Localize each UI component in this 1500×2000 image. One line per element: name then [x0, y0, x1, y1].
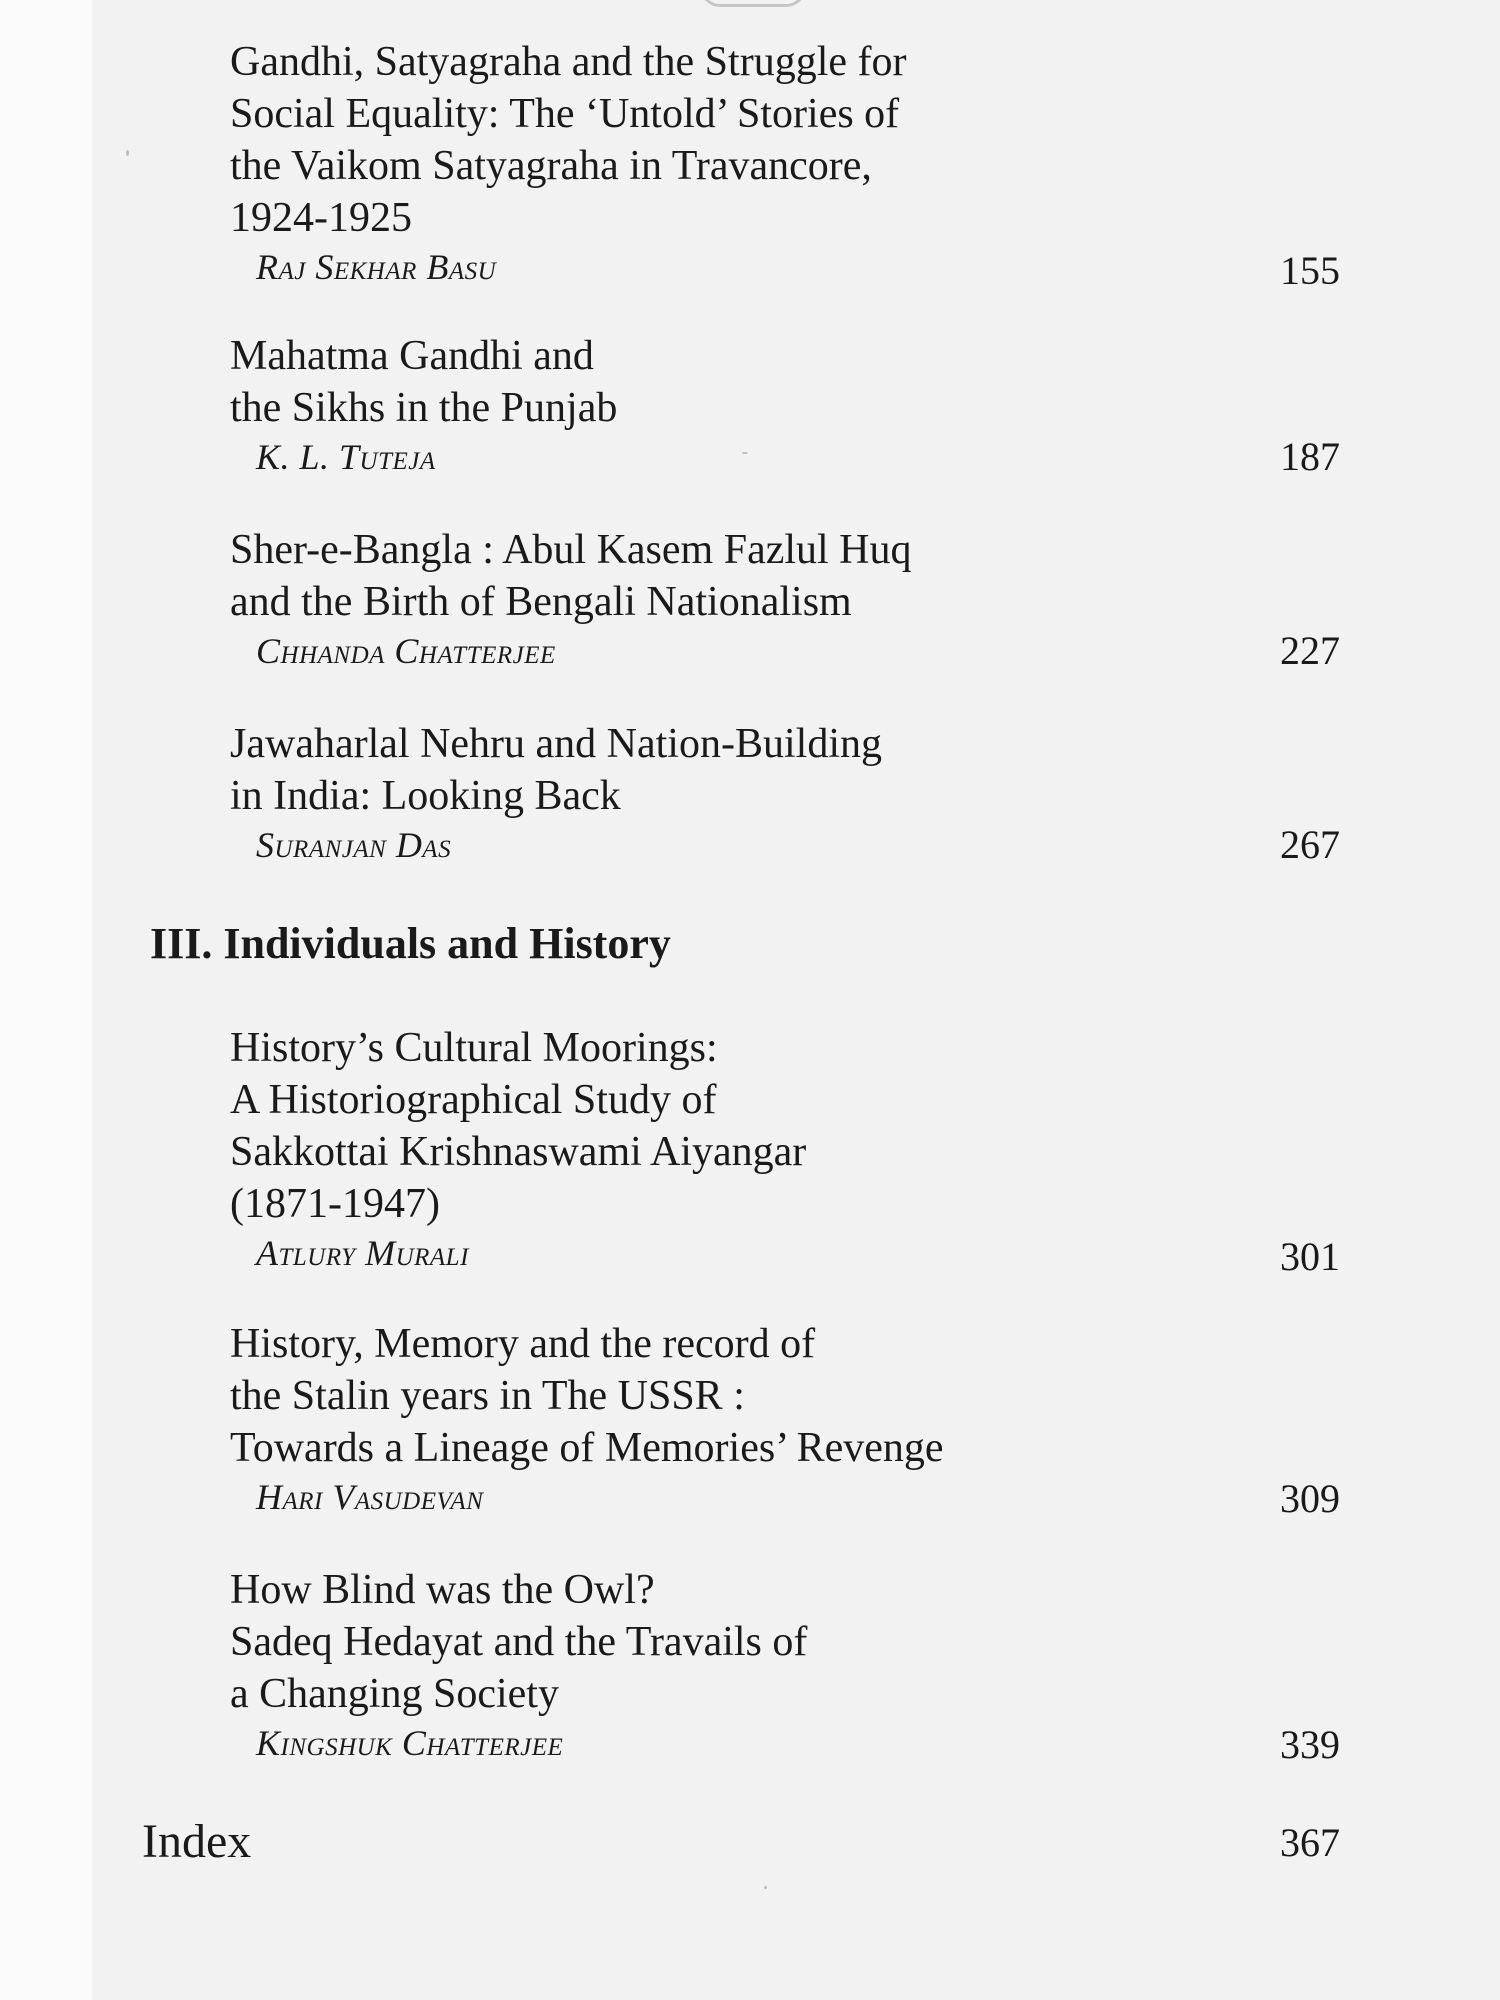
scan-speck: [742, 452, 748, 454]
entry-title-line: 1924-1925: [230, 195, 412, 241]
entry-author: Suranjan Das: [256, 825, 452, 865]
entry-author: Chhanda Chatterjee: [256, 631, 556, 671]
entry-title-line: Sher-e-Bangla : Abul Kasem Fazlul Huq: [230, 527, 912, 573]
entry-page-number: 187: [1280, 434, 1340, 479]
entry-title-line: the Sikhs in the Punjab: [230, 385, 618, 431]
toc-entry-index: [142, 1812, 1340, 1872]
entry-title-line: History’s Cultural Moorings:: [230, 1025, 718, 1071]
index-label: Index: [142, 1815, 252, 1868]
entry-title-line: Sadeq Hedayat and the Travails of: [230, 1619, 808, 1665]
toc-entry-stalin-years: [230, 1318, 1340, 1522]
entry-title-line: Towards a Lineage of Memories’ Revenge: [230, 1425, 944, 1471]
section-heading: III. Individuals and History: [150, 919, 671, 968]
entry-title-line: the Stalin years in The USSR :: [230, 1373, 745, 1419]
entry-page-number: 227: [1280, 628, 1340, 673]
scan-speck: [764, 1886, 767, 1889]
entry-title-line: Gandhi, Satyagraha and the Struggle for: [230, 39, 907, 85]
entry-title-line: Social Equality: The ‘Untold’ Stories of: [230, 91, 900, 137]
entry-author: Kingshuk Chatterjee: [256, 1723, 564, 1763]
toc-entry-sikhs: [230, 330, 1340, 480]
scan-speck: [126, 150, 129, 156]
entry-title-line: and the Birth of Bengali Nationalism: [230, 579, 852, 625]
toc-entry-aiyangar: [230, 1022, 1340, 1280]
entry-title-line: History, Memory and the record of: [230, 1321, 816, 1367]
entry-page-number: 155: [1280, 248, 1340, 293]
entry-title-line: in India: Looking Back: [230, 773, 621, 819]
entry-page-number: 339: [1280, 1722, 1340, 1767]
entry-author: K. L. Tuteja: [256, 437, 436, 477]
entry-page-number: 301: [1280, 1234, 1340, 1279]
entry-title-line: (1871-1947): [230, 1181, 440, 1227]
toc-entry-nehru: [230, 718, 1340, 868]
index-page-number: 367: [1280, 1820, 1340, 1865]
entry-title-line: A Historiographical Study of: [230, 1077, 717, 1123]
entry-author: Raj Sekhar Basu: [256, 247, 497, 287]
entry-title-line: Jawaharlal Nehru and Nation-Building: [230, 721, 882, 767]
entry-author: Atlury Murali: [256, 1233, 469, 1273]
entry-page-number: 309: [1280, 1476, 1340, 1521]
entry-title-line: Sakkottai Krishnaswami Aiyangar: [230, 1129, 807, 1175]
entry-title-line: Mahatma Gandhi and: [230, 333, 594, 379]
entry-title-line: the Vaikom Satyagraha in Travancore,: [230, 143, 872, 189]
entry-title-line: a Changing Society: [230, 1671, 559, 1717]
toc-entry-vaikom: [230, 36, 1340, 294]
toc-entry-fazlul-huq: [230, 524, 1340, 674]
page-margin: [0, 0, 92, 2000]
entry-page-number: 267: [1280, 822, 1340, 867]
entry-author: Hari Vasudevan: [256, 1477, 484, 1517]
clipped-top-glyph: [700, 0, 806, 7]
entry-title-line: How Blind was the Owl?: [230, 1567, 655, 1613]
toc-entry-blind-owl: [230, 1564, 1340, 1768]
